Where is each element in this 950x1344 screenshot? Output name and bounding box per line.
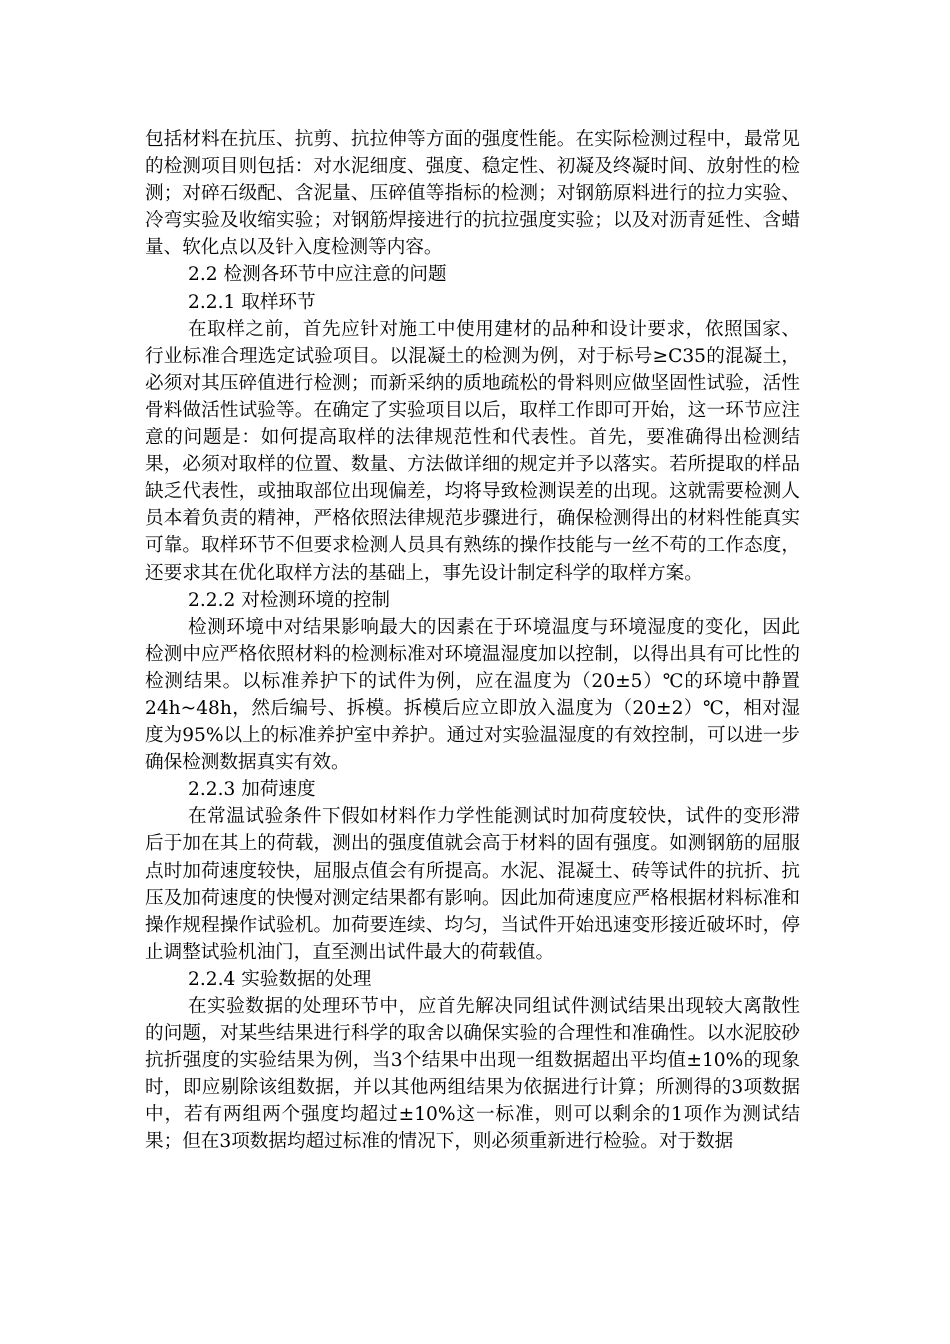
- paragraph-sampling: 在取样之前，首先应针对施工中使用建材的品种和设计要求，依照国家、行业标准合理选定试验项目。以混凝土的检测为例，对于标号≥C35的混凝土，必须对其压碎值进行检测；而新采纳的质地疏松的骨料则应做坚固性试验，活性骨料做活性试验等。在确定了实验项目以后，取样工作即可开始，这一环节应注意的问题是：如何提高取样的法律规范性和代表性。首先，要准确得出检测结果，必须对取样的位置、数量、方法做详细的规定并予以落实。若所提取的样品缺乏代表性，或抽取部位出现偏差，均将导致检测误差的出现。这就需要检测人员本着负责的精神，严格依照法律规范步骤进行，确保检测得出的材料性能真实可靠。取样环节不但要求检测人员具有熟练的操作技能与一丝不苟的工作态度，还要求其在优化取样方法的基础上，事先设计制定科学的取样方案。: [145, 318, 800, 584]
- paragraph-continuation: 包括材料在抗压、抗剪、抗拉伸等方面的强度性能。在实际检测过程中，最常见的检测项目则包括：对水泥细度、强度、稳定性、初凝及终凝时间、放射性的检测；对碎石级配、含泥量、压碎值等指标的检测；对钢筋原料进行的拉力实验、冷弯实验及收缩实验；对钢筋焊接进行的抗拉强度实验；以及对沥青延性、含蜡量、软化点以及针入度检测等内容。: [145, 129, 800, 259]
- paragraph-data-processing: 在实验数据的处理环节中，应首先解决同组试件测试结果出现较大离散性的问题，对某些结果进行科学的取舍以确保实验的合理性和准确性。以水泥胶砂抗折强度的实验结果为例，当3个结果中出现一组数据超出平均值±10%的现象时，即应剔除该组数据，并以其他两组结果为依据进行计算；所测得的3项数据中，若有两组两个强度均超过±10%这一标准，则可以剩余的1项作为测试结果；但在3项数据均超过标准的情况下，则必须重新进行检验。对于数据: [145, 996, 800, 1153]
- section-heading-2-2-2: 2.2.2 对检测环境的控制: [188, 589, 390, 611]
- paragraph-environment: 检测环境中对结果影响最大的因素在于环境温度与环境湿度的变化，因此检测中应严格依照材料的检测标准对环境温湿度加以控制，以得出具有可比性的检测结果。以标准养护下的试件为例，应在温度为（20±5）℃的环境中静置24h~48h，然后编号、拆模。拆模后应立即放入温度为（20±2）℃，相对湿度为95%以上的标准养护室中养护。通过对实验温湿度的有效控制，可以进一步确保检测数据真实有效。: [145, 616, 800, 774]
- document-body: [145, 126, 800, 1156]
- section-heading-2-2-1: 2.2.1 取样环节: [188, 291, 316, 313]
- section-heading-2-2: 2.2 检测各环节中应注意的问题: [188, 264, 447, 286]
- paragraph-loading-speed: 在常温试验条件下假如材料作力学性能测试时加荷度较快，试件的变形滞后于加在其上的荷载，测出的强度值就会高于材料的固有强度。如测钢筋的屈服点时加荷速度较快，屈服点值会有所提高。水泥、混凝土、砖等试件的抗折、抗压及加荷速度的快慢对测定结果都有影响。因此加荷速度应严格根据材料标准和操作规程操作试验机。加荷要连续、均匀，当试件开始迅速变形接近破坏时，停止调整试验机油门，直至测出试件最大的荷载值。: [145, 806, 800, 963]
- section-heading-2-2-4: 2.2.4 实验数据的处理: [188, 968, 372, 990]
- section-heading-2-2-3: 2.2.3 加荷速度: [188, 779, 316, 801]
